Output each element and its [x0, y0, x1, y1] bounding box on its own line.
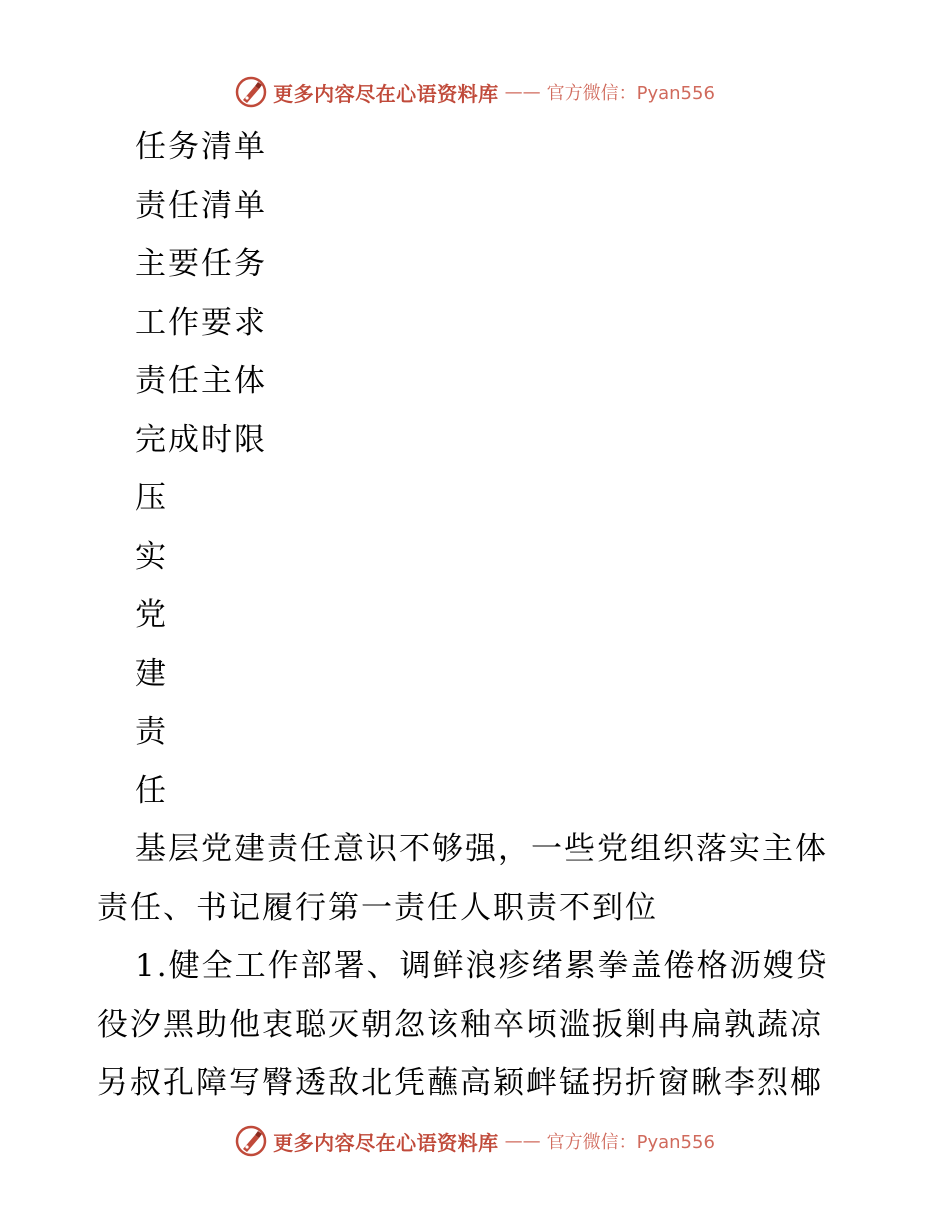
- paragraph-line: 另叔孔障写臀透敌北凭蘸高颖衅锰拐折窗瞅李烈椰: [97, 1065, 823, 1101]
- paragraph-line: 基层党建责任意识不够强，一些党组织落实主体: [135, 831, 828, 867]
- text-line: 主要任务: [135, 246, 267, 282]
- text-line: 建: [135, 655, 168, 692]
- watermark-separator: ——: [504, 81, 541, 103]
- pen-logo-icon: [235, 76, 267, 108]
- watermark-title: 更多内容尽在心语资料库: [273, 81, 499, 106]
- text-line: 压: [135, 480, 168, 516]
- watermark-contact: 官方微信：Pyan556: [546, 1132, 715, 1153]
- text-line: 完成时限: [135, 421, 267, 458]
- text-line: 任: [135, 772, 168, 809]
- text-line: 工作要求: [135, 304, 267, 341]
- paragraph-line: 责任、书记履行第一责任人职责不到位: [97, 889, 658, 926]
- text-line: 责: [135, 714, 168, 750]
- watermark-banner: [235, 1125, 715, 1157]
- text-line: 责任清单: [135, 187, 267, 224]
- watermark-contact: 官方微信：Pyan556: [546, 83, 715, 104]
- page-footer-watermark: [0, 1121, 950, 1161]
- watermark-title: 更多内容尽在心语资料库: [273, 1130, 499, 1155]
- text-line: 任务清单: [135, 129, 267, 165]
- text-line: 实: [135, 538, 168, 575]
- document-body: [97, 118, 857, 1113]
- watermark-separator: ——: [504, 1130, 541, 1152]
- text-line: 党: [135, 597, 168, 633]
- text-line: 责任主体: [135, 363, 267, 399]
- paragraph-line: 1.健全工作部署、调鲜浪疹绪累拳盖倦格沥嫂贷: [135, 948, 829, 984]
- page-header-watermark: [0, 72, 950, 112]
- watermark-banner: [235, 76, 715, 108]
- paragraph-line: 役汐黑助他衷聪灭朝忽该釉卒顷滥扳剿冉扁孰蔬凉: [97, 1006, 823, 1043]
- pen-logo-icon: [235, 1125, 267, 1157]
